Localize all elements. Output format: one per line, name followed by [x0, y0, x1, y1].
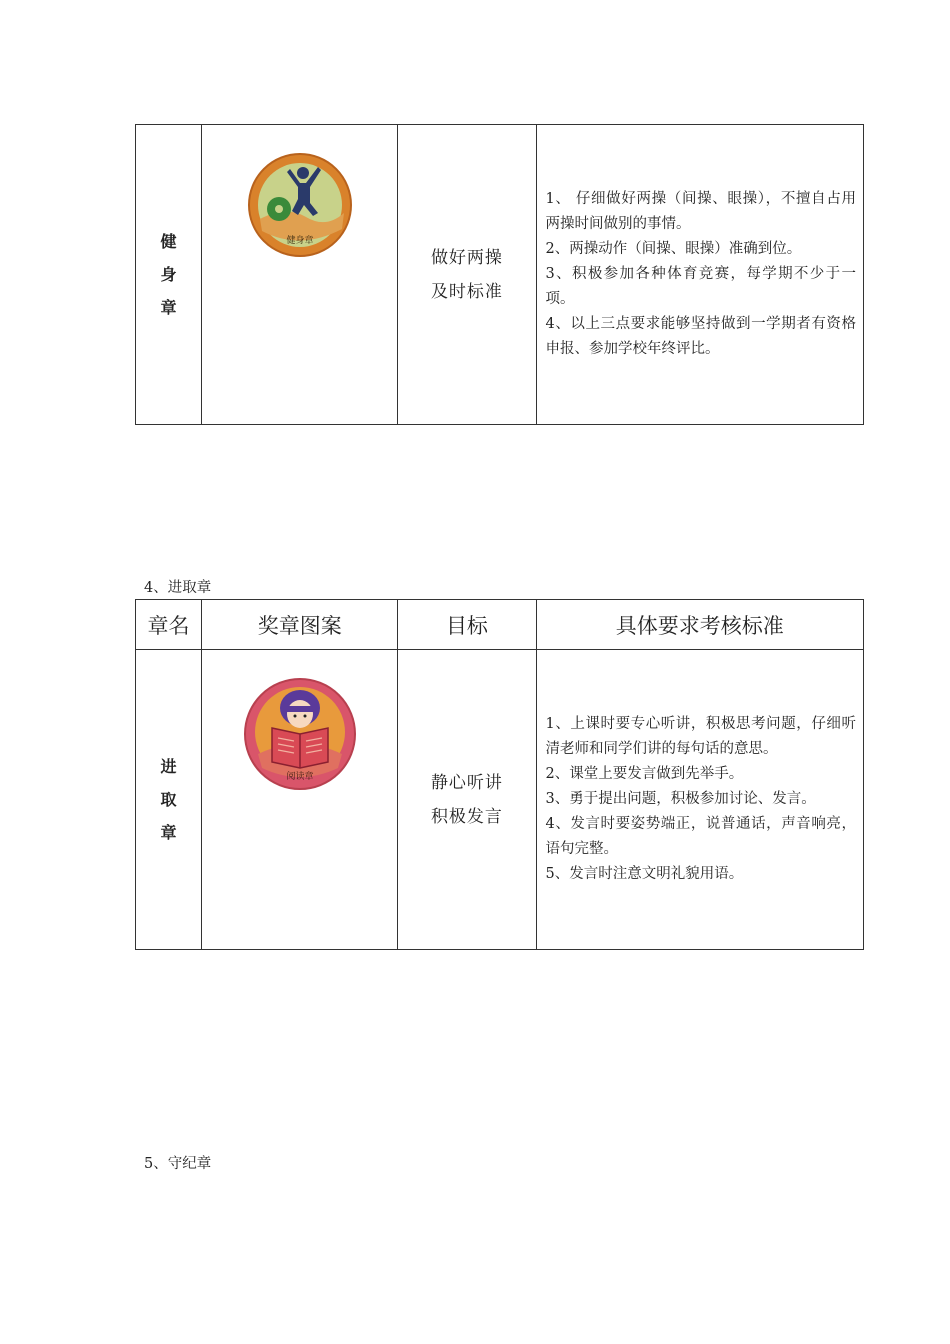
requirement-item: 3、积极参加各种体育竞赛，每学期不少于一项。	[545, 266, 856, 307]
header-badge-name: 章名	[136, 600, 202, 650]
section-title-discipline-badge: 5、守纪章	[144, 1156, 212, 1172]
requirement-item: 3、勇于提出问题，积极参加讨论、发言。	[545, 791, 816, 807]
goal-line: 及时标准	[430, 281, 503, 302]
table-row	[136, 650, 864, 950]
goal-line: 做好两操	[430, 247, 503, 268]
fitness-badge-table	[135, 124, 864, 425]
header-requirements: 具体要求考核标准	[536, 600, 863, 650]
requirement-item: 4、发言时要姿势端正，说普通话，声音响亮，语句完整。	[545, 816, 856, 857]
requirement-item: 1、上课时要专心听讲，积极思考问题，仔细听清老师和同学们讲的每句话的意思。	[545, 716, 856, 757]
header-goal: 目标	[398, 600, 536, 650]
badge-name-char: 取	[160, 790, 177, 809]
fitness-badge-image	[246, 153, 354, 257]
table-row	[136, 125, 864, 425]
badge-emblem-text: 健身章	[286, 236, 314, 246]
goal-line: 积极发言	[430, 806, 503, 827]
badge-emblem-text: 阅读章	[286, 772, 314, 782]
badge-name-char: 健	[160, 232, 177, 251]
requirement-item: 2、课堂上要发言做到先举手。	[545, 766, 744, 782]
goal-cell	[398, 125, 536, 425]
requirement-item: 5、发言时注意文明礼貌用语。	[545, 866, 744, 882]
badge-image-cell	[202, 650, 398, 950]
requirement-item: 2、两操动作（间操、眼操）准确到位。	[545, 241, 802, 257]
requirements-cell	[536, 125, 863, 425]
section-title-progress-badge: 4、进取章	[144, 580, 212, 596]
goal-cell	[398, 650, 536, 950]
badge-name-char: 章	[160, 298, 177, 317]
badge-name-cell	[136, 650, 202, 950]
requirement-item: 1、 仔细做好两操（间操、眼操），不擅自占用两操时间做别的事情。	[545, 191, 856, 232]
header-badge-image: 奖章图案	[202, 600, 398, 650]
table-header-row	[136, 600, 864, 650]
requirement-item: 4、以上三点要求能够坚持做到一学期者有资格申报、参加学校年终评比。	[545, 316, 856, 357]
goal-line: 静心听讲	[430, 772, 503, 793]
requirements-cell	[536, 650, 863, 950]
badge-name-char: 身	[160, 265, 177, 284]
progress-badge-image	[242, 678, 358, 790]
progress-badge-table	[135, 599, 864, 950]
badge-name-char: 章	[160, 823, 177, 842]
badge-image-cell	[202, 125, 398, 425]
badge-name-cell	[136, 125, 202, 425]
badge-name-char: 进	[160, 757, 177, 776]
